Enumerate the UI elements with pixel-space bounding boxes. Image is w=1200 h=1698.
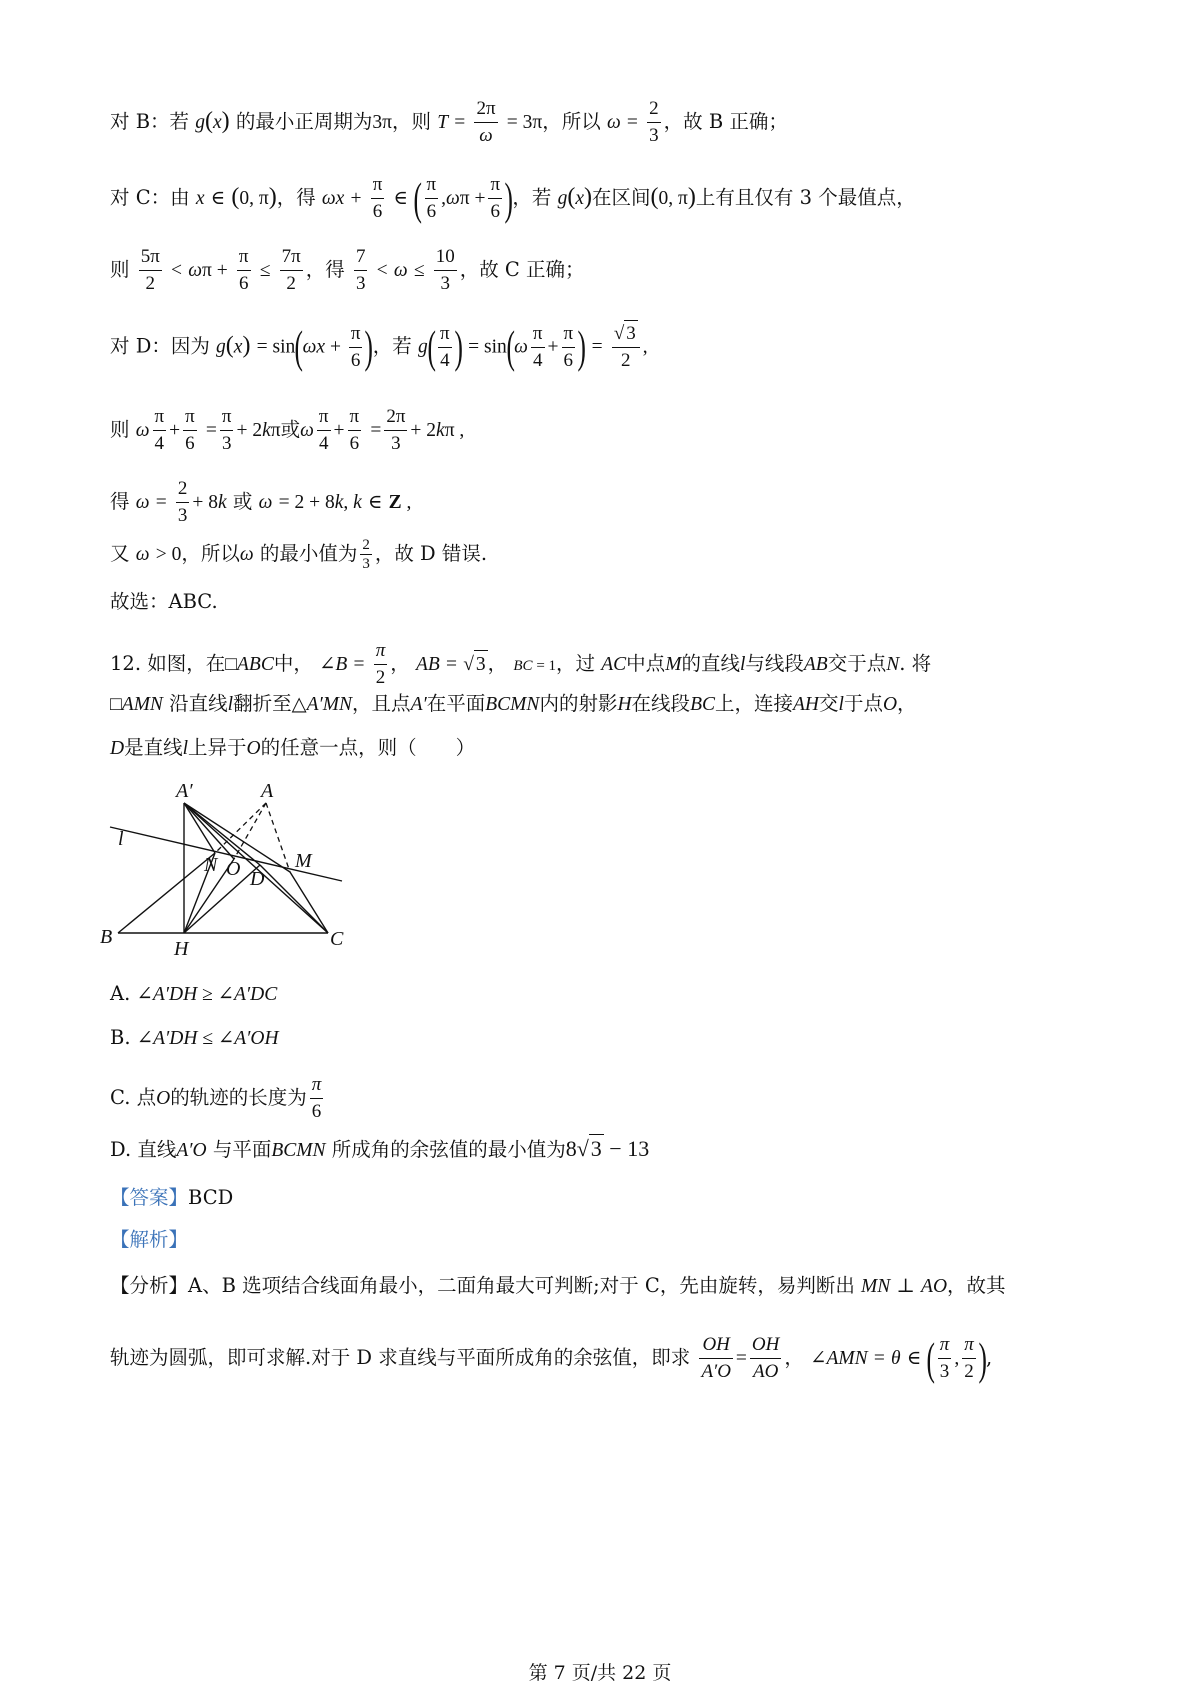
line-d-equation: 则 ω $\frac{\pi}{4}$ + $\frac{\pi}{6}$ = $\frac{\pi}{3}$ + 2kπ或ω $\frac{\pi}{4}$ + $\frac{\pi}{6}$ = $\frac{2\pi}{3}$ + 2kπ , (110, 406, 465, 454)
option-d: D. 直线A′O 与平面BCMN 所成角的余弦值的最小值为8√3 − 13 (110, 1136, 650, 1161)
segment-MC (290, 872, 328, 933)
dashed-AO (234, 803, 266, 859)
dashed-AM (266, 803, 290, 872)
line-option-d: 对 D：因为 g(x) = sin(ωx + $\frac{\pi}{6}$ )，若 g( $\frac{\pi}{4}$ ) = sin(ω $\frac{\pi}{4}$ + $\frac{\pi}{6}$ ) = $\frac{√ 3}{2}$ , (110, 321, 648, 372)
fenxi-line-2: 轨迹为圆弧，即可求解.对于 D 求直线与平面所成角的余弦值，即求 $\frac{OH}{A'O}$ = $\frac{OH}{AO}$ ， ∠AMN = θ ∈ ( $\frac{\pi}{3}$ , $\frac{\pi}{2}$ ), (110, 1332, 993, 1384)
answer-line (110, 1184, 233, 1212)
analysis-line (110, 1226, 188, 1254)
answer-value: BCD (188, 1186, 234, 1209)
label-M: M (295, 850, 312, 872)
q12-line-2: □AMN 沿直线l翻折至△A′MN，且点A′在平面BCMN内的射影H在线段BC上，连接AH交l于点O， (110, 692, 917, 715)
label-l: l (118, 828, 124, 850)
option-a: A. ∠A′DH ≥ ∠A′DC (110, 982, 278, 1005)
label-B: B (100, 926, 113, 948)
line-option-c: 对 C：由 x ∈ (0, π)，得 ωx + $\frac{\pi}{6}$ ∈ ( $\frac{\pi}{6}$ ,ωπ + $\frac{\pi}{6}$ )，若 g(x)在区间(0, π)上有且仅有 3 个最值点， (110, 172, 916, 224)
geometry-figure-diagram (100, 775, 360, 965)
line-d-result: 得 ω = $\frac{2}{3}$ + 8k 或 ω = 2 + 8k, k ∈ Z , (110, 478, 412, 526)
line-choice: 故选：ABC. (110, 590, 218, 613)
page-footer: 第 7 页/共 22 页 (528, 1662, 672, 1684)
fenxi-line-1: 【分析】A、B 选项结合线面角最小，二面角最大可判断;对于 C，先由旋转，易判断出 MN ⊥ AO，故其 (110, 1274, 1006, 1297)
label-N: N (204, 854, 218, 876)
line-option-b: 对 B：若 g(x) 的最小正周期为3π，则 T = $\frac{2\pi}{\omega}$ = 3π，所以 ω = $\frac{2}{3}$ ，故 B 正确； (110, 96, 788, 149)
segment-HD (184, 865, 260, 933)
label-A: A (261, 780, 274, 802)
option-c: C. 点O的轨迹的长度为 $\frac{\pi}{6}$ (110, 1074, 322, 1122)
line-c-range: 则 $\frac{5\pi}{2}$ < ωπ + $\frac{\pi}{6}$ ≤ $\frac{7\pi}{2}$ ，得 $\frac{7}{3}$ < ω ≤ $\frac{10}{3}$ ，故 C 正确； (110, 246, 585, 294)
fraction: $\frac{2\pi}{\omega}$ (476, 98, 496, 146)
segment-AprimeD (184, 803, 260, 865)
segment-BN (118, 853, 215, 933)
q12-line-1: 12. 如图，在□ABC中， ∠B = $\frac{\pi}{2}$ ， AB = √ 3 ， BC = 1，过 AC中点M的直线l与线段AB交于点N. 将 (110, 640, 932, 688)
label-C: C (330, 928, 344, 950)
label-H: H (174, 938, 189, 960)
answer-tag: 【答案】 (110, 1186, 189, 1209)
q12-line-3: D是直线l上异于O的任意一点，则（ ） (110, 736, 476, 759)
option-b: B. ∠A′DH ≤ ∠A′OH (110, 1026, 279, 1049)
label-O: O (226, 858, 241, 880)
line-d-min: 又 ω > 0，所以ω 的最小值为 $\frac{2}{3}$ ，故 D 错误. (110, 537, 488, 572)
fraction: $\frac{2}{3}$ (649, 98, 659, 146)
label-D: D (250, 868, 265, 890)
analysis-tag: 【解析】 (110, 1228, 189, 1251)
label-A-prime: A′ (176, 780, 193, 802)
